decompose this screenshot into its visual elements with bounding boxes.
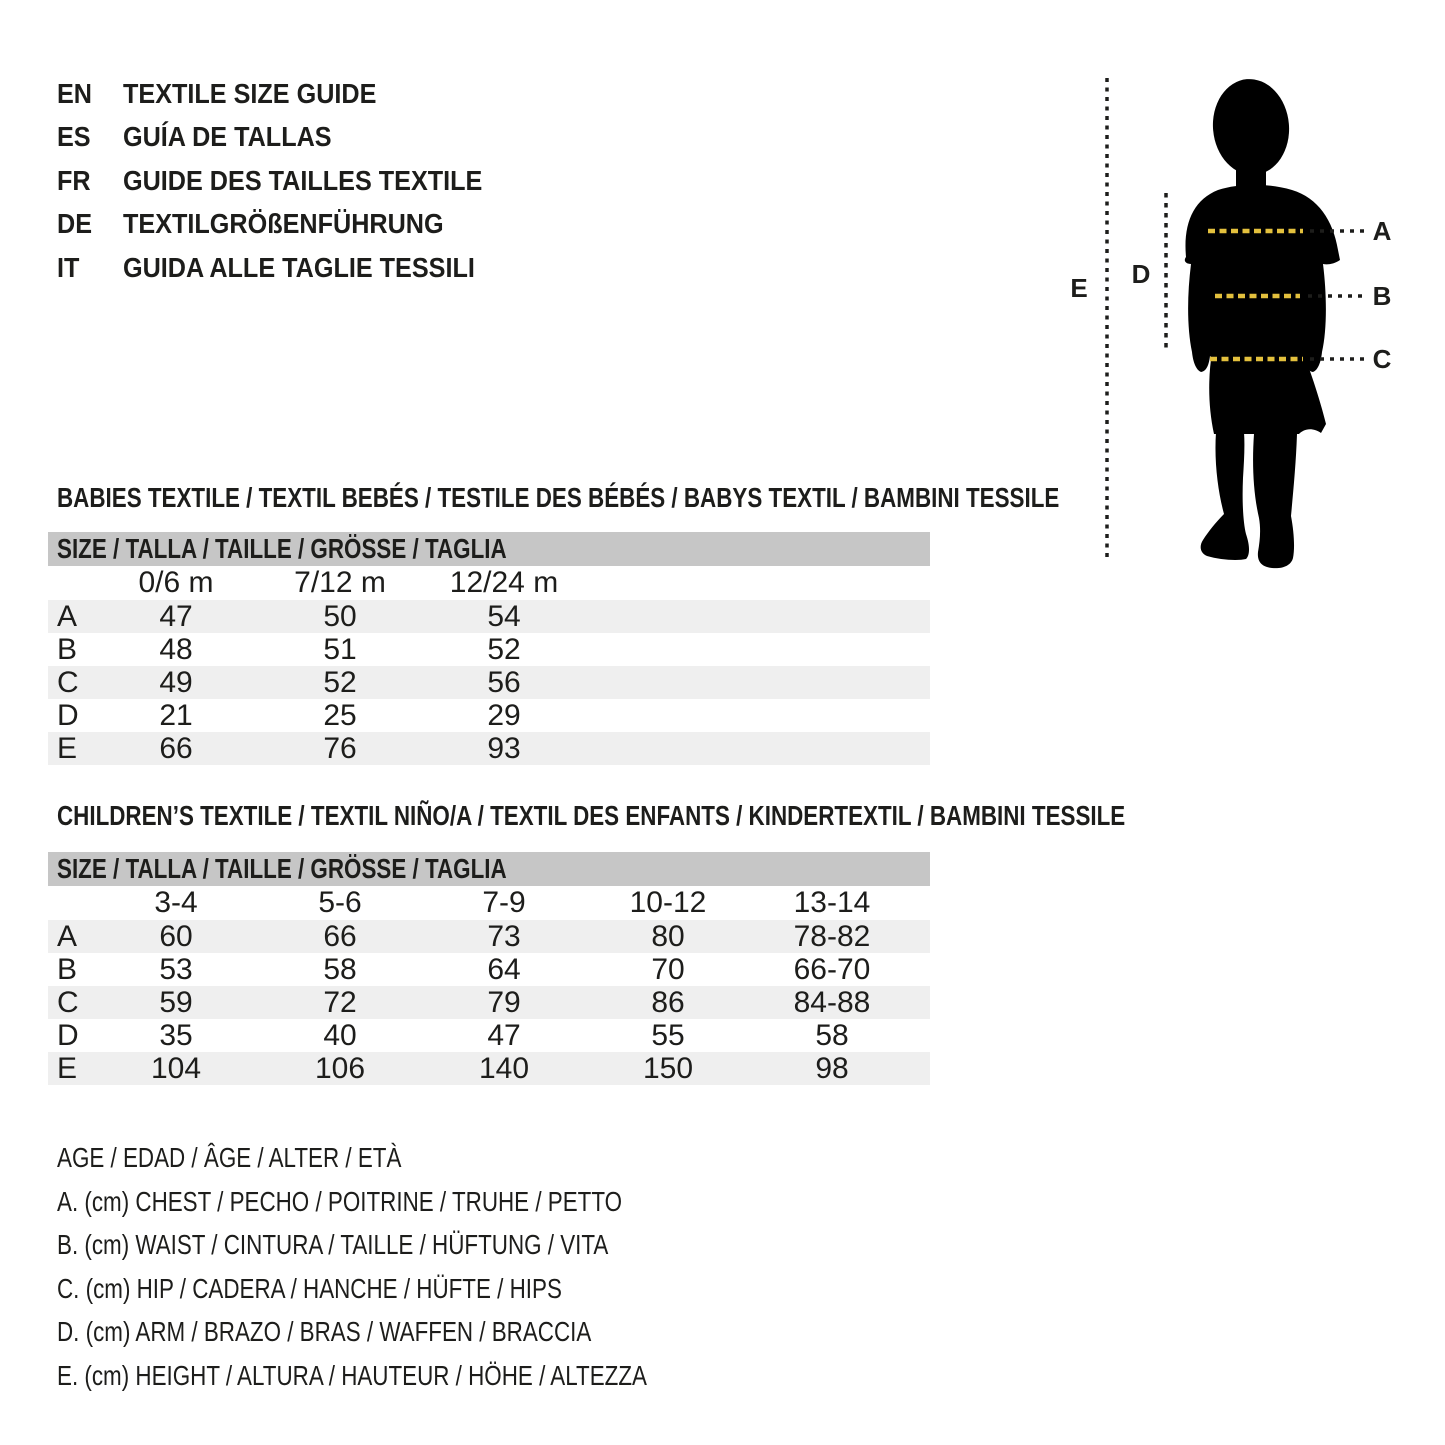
children-column-header-row <box>48 886 930 920</box>
size-value: 55 <box>651 1018 685 1052</box>
children-col-header: 5-6 <box>318 886 362 919</box>
size-value: 70 <box>651 952 685 986</box>
size-value: 48 <box>159 632 193 666</box>
size-value: 64 <box>487 952 521 986</box>
size-value: 40 <box>323 1018 357 1052</box>
size-value: 60 <box>159 919 193 953</box>
legend-line-chest: A. (cm) CHEST / PECHO / POITRINE / TRUHE / PETTO <box>57 1185 623 1217</box>
size-header-label: SIZE / TALLA / TAILLE / GRÖSSE / TAGLIA <box>57 853 507 884</box>
guide-title: TEXTILGRÖßENFÜHRUNG <box>123 208 444 240</box>
legend-line-arm: D. (cm) ARM / BRAZO / BRAS / WAFFEN / BRACCIA <box>57 1316 592 1347</box>
size-value: 47 <box>159 599 193 633</box>
size-value: 76 <box>323 731 357 765</box>
guide-title: GUÍA DE TALLAS <box>123 121 332 153</box>
babies-row-c <box>48 666 930 699</box>
legend-line-hip: C. (cm) HIP / CADERA / HANCHE / HÜFTE / HIPS <box>57 1272 562 1304</box>
babies-col-header: 7/12 m <box>294 566 386 599</box>
size-value: 66 <box>323 919 357 953</box>
size-value: 104 <box>150 1051 202 1085</box>
children-col-header: 7-9 <box>482 886 526 919</box>
size-value: 53 <box>159 952 193 986</box>
babies-size-header-bar <box>48 532 930 566</box>
size-header-label: SIZE / TALLA / TAILLE / GRÖSSE / TAGLIA <box>57 533 507 564</box>
size-value: 47 <box>487 1018 521 1052</box>
children-col-header: 3-4 <box>154 886 198 919</box>
row-label: B <box>57 632 78 666</box>
babies-section-heading: BABIES TEXTILE / TEXTIL BEBÉS / TESTILE DES BÉBÉS / BABYS TEXTIL / BAMBINI TESSILE <box>57 482 1060 513</box>
size-value: 73 <box>487 919 521 953</box>
size-value: 52 <box>323 665 357 699</box>
guide-title: GUIDE DES TAILLES TEXTILE <box>123 164 483 196</box>
babies-column-header-row <box>48 566 930 600</box>
size-value: 35 <box>159 1018 193 1052</box>
children-row-d <box>48 1019 930 1052</box>
title-row-en <box>57 72 522 116</box>
children-size-table <box>48 852 930 1085</box>
lang-code: EN <box>57 77 93 109</box>
row-label: C <box>57 985 79 1019</box>
size-value: 50 <box>323 599 357 633</box>
measure-label-b: B <box>1372 281 1392 311</box>
guide-title: TEXTILE SIZE GUIDE <box>123 77 377 109</box>
babies-row-d <box>48 699 930 732</box>
babies-col-header: 0/6 m <box>138 566 214 599</box>
children-row-c <box>48 986 930 1019</box>
row-label: E <box>57 731 78 765</box>
legend-line-waist: B. (cm) WAIST / CINTURA / TAILLE / HÜFTUNG / VITA <box>57 1229 609 1260</box>
babies-size-table <box>48 532 930 765</box>
size-value: 52 <box>487 632 521 666</box>
babies-row-e <box>48 732 930 765</box>
size-value: 25 <box>323 698 357 732</box>
size-value: 21 <box>159 698 193 732</box>
silhouette-torso <box>1185 185 1340 372</box>
size-value: 58 <box>323 952 357 986</box>
size-value: 93 <box>487 731 521 765</box>
babies-col-header: 12/24 m <box>449 566 559 599</box>
size-value: 66 <box>159 731 193 765</box>
children-row-e <box>48 1052 930 1085</box>
measurement-legend <box>57 1136 794 1397</box>
size-value: 80 <box>651 919 685 953</box>
language-title-block <box>57 72 522 290</box>
measure-label-d: D <box>1131 259 1151 289</box>
row-label: A <box>57 599 78 633</box>
lang-code: ES <box>57 121 91 153</box>
title-row-it <box>57 246 522 290</box>
row-label: C <box>57 665 79 699</box>
size-value: 78-82 <box>793 919 871 953</box>
legend-line-age: AGE / EDAD / ÂGE / ALTER / ETÀ <box>57 1142 402 1173</box>
size-value: 58 <box>815 1018 849 1052</box>
title-row-es <box>57 116 522 160</box>
measure-label-c: C <box>1372 344 1392 374</box>
measure-label-a: A <box>1372 216 1392 246</box>
children-row-b <box>48 953 930 986</box>
row-label: A <box>57 919 78 953</box>
size-value: 79 <box>487 985 521 1019</box>
guide-title: GUIDA ALLE TAGLIE TESSILI <box>123 251 475 283</box>
row-label: B <box>57 952 78 986</box>
lang-code: DE <box>57 208 93 240</box>
size-value: 84-88 <box>793 985 871 1019</box>
children-section-heading: CHILDREN’S TEXTILE / TEXTIL NIÑO/A / TEXTIL DES ENFANTS / KINDERTEXTIL / BAMBINI TESSILE <box>57 800 1126 831</box>
size-value: 49 <box>159 665 193 699</box>
size-value: 66-70 <box>793 952 871 986</box>
children-col-header: 10-12 <box>629 886 707 919</box>
size-value: 29 <box>487 698 521 732</box>
lang-code: FR <box>57 164 91 196</box>
legend-line-height: E. (cm) HEIGHT / ALTURA / HAUTEUR / HÖHE / ALTEZZA <box>57 1359 647 1391</box>
size-value: 98 <box>815 1051 849 1085</box>
row-label: E <box>57 1051 78 1085</box>
children-col-header: 13-14 <box>793 886 871 919</box>
size-value: 140 <box>478 1051 530 1085</box>
size-value: 86 <box>651 985 685 1019</box>
measure-label-e: E <box>1070 273 1088 303</box>
title-row-fr <box>57 159 522 203</box>
babies-row-b <box>48 633 930 666</box>
children-size-header-bar <box>48 852 930 886</box>
row-label: D <box>57 1018 79 1052</box>
row-label: D <box>57 698 79 732</box>
children-row-a <box>48 920 930 953</box>
babies-row-a <box>48 600 930 633</box>
size-value: 59 <box>159 985 193 1019</box>
size-value: 56 <box>487 665 521 699</box>
size-value: 106 <box>314 1051 366 1085</box>
size-value: 150 <box>642 1051 694 1085</box>
size-value: 72 <box>323 985 357 1019</box>
lang-code: IT <box>57 251 80 283</box>
title-row-de <box>57 203 522 247</box>
size-value: 54 <box>487 599 521 633</box>
size-value: 51 <box>323 632 357 666</box>
